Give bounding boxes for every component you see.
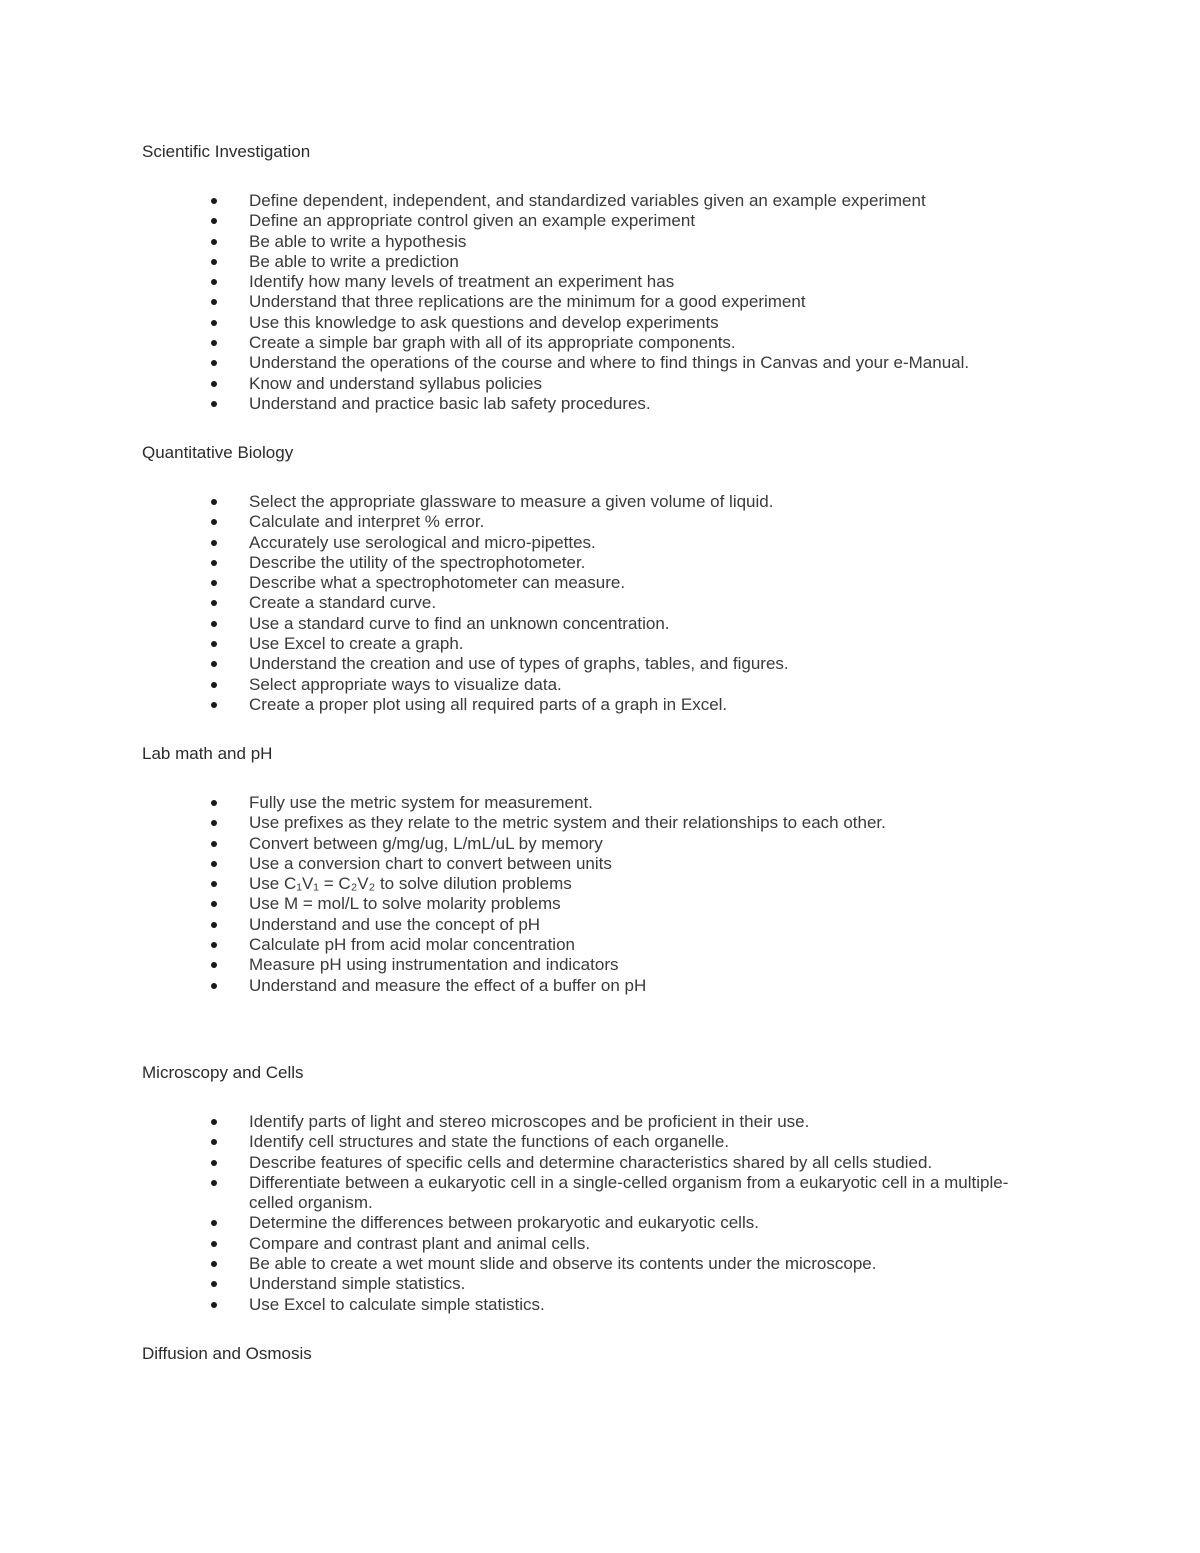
list-item: Select appropriate ways to visualize data. xyxy=(0,675,1049,695)
bullet-list-scientific-investigation xyxy=(0,191,1200,414)
list-item: Define an appropriate control given an example experiment xyxy=(0,211,1049,231)
list-item: Use this knowledge to ask questions and develop experiments xyxy=(0,313,1049,333)
list-item: Fully use the metric system for measurement. xyxy=(0,793,1049,813)
list-item: Describe the utility of the spectrophotometer. xyxy=(0,553,1049,573)
list-item: Understand and measure the effect of a buffer on pH xyxy=(0,976,1049,996)
section-heading-scientific-investigation: Scientific Investigation xyxy=(142,142,311,161)
list-item: Define dependent, independent, and standardized variables given an example experiment xyxy=(0,191,1049,211)
bullet-icon xyxy=(211,600,217,606)
bullet-icon xyxy=(211,1180,217,1186)
bullet-icon xyxy=(211,239,217,245)
bullet-icon xyxy=(211,861,217,867)
list-item: Identify cell structures and state the functions of each organelle. xyxy=(0,1132,1049,1152)
bullet-icon xyxy=(211,800,217,806)
list-item: Measure pH using instrumentation and indicators xyxy=(0,955,1049,975)
list-item: Create a proper plot using all required parts of a graph in Excel. xyxy=(0,695,1049,715)
bullet-icon xyxy=(211,580,217,586)
section-heading-diffusion-and-osmosis: Diffusion and Osmosis xyxy=(142,1344,312,1363)
list-item: Create a standard curve. xyxy=(0,593,1049,613)
list-item: Understand the creation and use of types of graphs, tables, and figures. xyxy=(0,654,1049,674)
list-item: Use a conversion chart to convert between units xyxy=(0,854,1049,874)
list-item: Calculate and interpret % error. xyxy=(0,512,1049,532)
bullet-icon xyxy=(211,962,217,968)
bullet-icon xyxy=(211,381,217,387)
bullet-icon xyxy=(211,901,217,907)
bullet-icon xyxy=(211,1241,217,1247)
bullet-icon xyxy=(211,360,217,366)
list-item: Identify how many levels of treatment an experiment has xyxy=(0,272,1049,292)
bullet-icon xyxy=(211,820,217,826)
section-heading-lab-math-and-ph: Lab math and pH xyxy=(142,744,273,763)
bullet-icon xyxy=(211,540,217,546)
bullet-icon xyxy=(211,841,217,847)
list-item: Select the appropriate glassware to measure a given volume of liquid. xyxy=(0,492,1049,512)
list-item: Differentiate between a eukaryotic cell in a single-celled organism from a eukaryotic cell in a multiple-celled organism. xyxy=(0,1173,1049,1214)
list-item: Use Excel to calculate simple statistics. xyxy=(0,1295,1049,1315)
list-item: Understand that three replications are the minimum for a good experiment xyxy=(0,292,1049,312)
list-item: Describe features of specific cells and determine characteristics shared by all cells studied. xyxy=(0,1153,1049,1173)
bullet-icon xyxy=(211,942,217,948)
bullet-icon xyxy=(211,218,217,224)
list-item: Know and understand syllabus policies xyxy=(0,374,1049,394)
bullet-icon xyxy=(211,519,217,525)
list-item: Create a simple bar graph with all of its appropriate components. xyxy=(0,333,1049,353)
list-item: Be able to create a wet mount slide and observe its contents under the microscope. xyxy=(0,1254,1049,1274)
list-item: Understand and practice basic lab safety procedures. xyxy=(0,394,1049,414)
list-item: Describe what a spectrophotometer can measure. xyxy=(0,573,1049,593)
list-item: Calculate pH from acid molar concentration xyxy=(0,935,1049,955)
bullet-icon xyxy=(211,1139,217,1145)
list-item: Use C₁V₁ = C₂V₂ to solve dilution problems xyxy=(0,874,1049,894)
bullet-icon xyxy=(211,279,217,285)
bullet-icon xyxy=(211,299,217,305)
list-item: Convert between g/mg/ug, L/mL/uL by memory xyxy=(0,834,1049,854)
list-item: Understand and use the concept of pH xyxy=(0,915,1049,935)
section-heading-microscopy-and-cells: Microscopy and Cells xyxy=(142,1063,304,1082)
bullet-icon xyxy=(211,1302,217,1308)
bullet-icon xyxy=(211,641,217,647)
bullet-list-microscopy-and-cells xyxy=(0,1112,1200,1315)
bullet-icon xyxy=(211,661,217,667)
bullet-icon xyxy=(211,983,217,989)
bullet-icon xyxy=(211,1119,217,1125)
bullet-icon xyxy=(211,1160,217,1166)
bullet-icon xyxy=(211,198,217,204)
list-item: Understand simple statistics. xyxy=(0,1274,1049,1294)
list-item: Identify parts of light and stereo microscopes and be proficient in their use. xyxy=(0,1112,1049,1132)
list-item: Understand the operations of the course and where to find things in Canvas and your e-Manual. xyxy=(0,353,1049,373)
bullet-icon xyxy=(211,922,217,928)
bullet-icon xyxy=(211,499,217,505)
bullet-list-quantitative-biology xyxy=(0,492,1200,715)
bullet-icon xyxy=(211,881,217,887)
bullet-icon xyxy=(211,340,217,346)
section-heading-quantitative-biology: Quantitative Biology xyxy=(142,443,294,462)
list-item: Be able to write a prediction xyxy=(0,252,1049,272)
list-item: Use prefixes as they relate to the metric system and their relationships to each other. xyxy=(0,813,1049,833)
bullet-icon xyxy=(211,1220,217,1226)
list-item: Use a standard curve to find an unknown concentration. xyxy=(0,614,1049,634)
bullet-icon xyxy=(211,259,217,265)
list-item: Determine the differences between prokaryotic and eukaryotic cells. xyxy=(0,1213,1049,1233)
list-item: Use M = mol/L to solve molarity problems xyxy=(0,894,1049,914)
bullet-icon xyxy=(211,682,217,688)
bullet-icon xyxy=(211,621,217,627)
list-item: Accurately use serological and micro-pipettes. xyxy=(0,533,1049,553)
list-item: Use Excel to create a graph. xyxy=(0,634,1049,654)
bullet-icon xyxy=(211,320,217,326)
bullet-icon xyxy=(211,560,217,566)
bullet-icon xyxy=(211,401,217,407)
bullet-list-lab-math-and-ph xyxy=(0,793,1200,996)
bullet-icon xyxy=(211,702,217,708)
list-item: Be able to write a hypothesis xyxy=(0,232,1049,252)
bullet-icon xyxy=(211,1261,217,1267)
bullet-icon xyxy=(211,1281,217,1287)
list-item: Compare and contrast plant and animal cells. xyxy=(0,1234,1049,1254)
